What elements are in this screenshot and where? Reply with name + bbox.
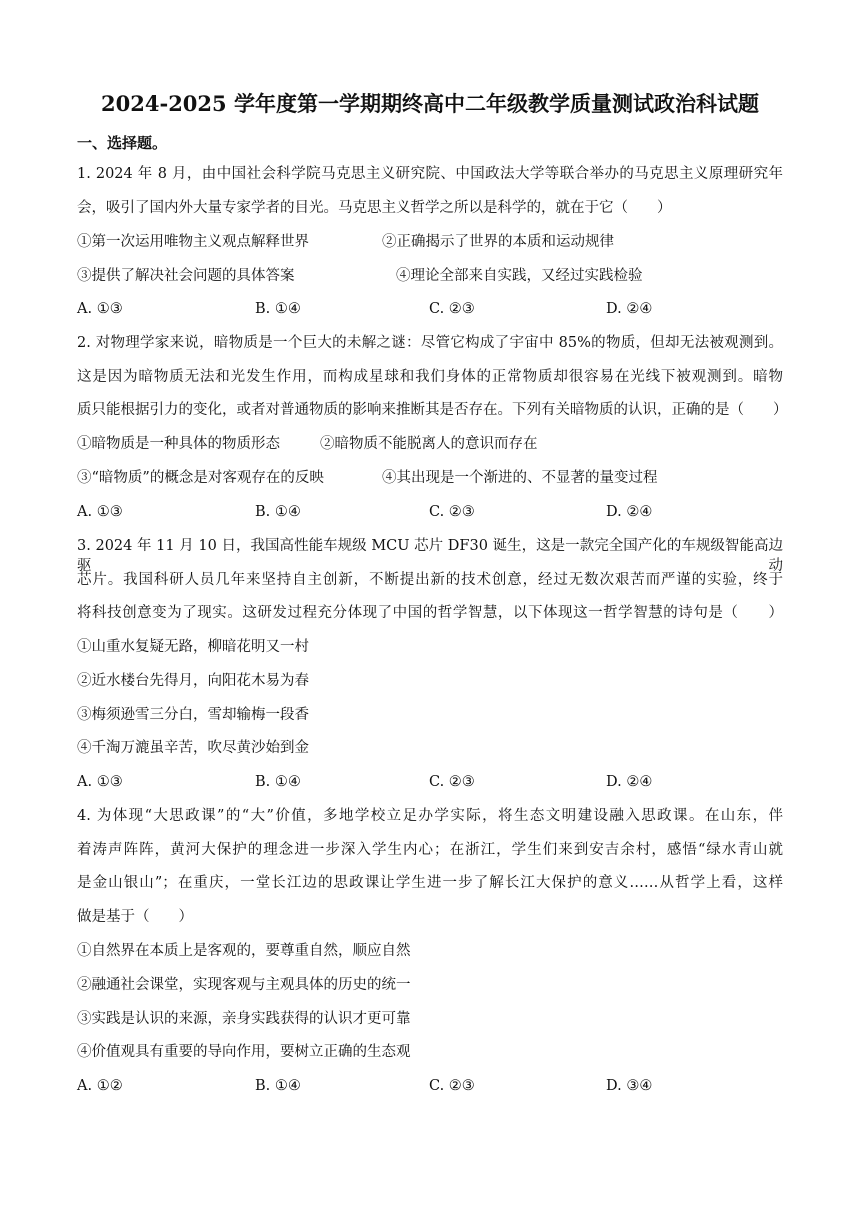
q4-stem-line-2: 着涛声阵阵，黄河大保护的理念进一步深入学生内心；在浙江，学生们来到安吉余村，感悟“绿水青山就	[77, 842, 783, 858]
q4-options	[77, 1076, 797, 1096]
q1-option-d[interactable]: D. ②④	[606, 301, 653, 317]
q4-option-c[interactable]: C. ②③	[429, 1078, 475, 1094]
q4-option-d[interactable]: D. ③④	[606, 1078, 653, 1094]
q4-option-a[interactable]: A. ①②	[77, 1078, 123, 1094]
q3-options	[77, 772, 797, 792]
q4-item-1: ①自然界在本质上是客观的，要尊重自然，顺应自然	[77, 943, 411, 959]
section-heading: 一、选择题。	[77, 134, 168, 152]
q1-stem-line-2: 会，吸引了国内外大量专家学者的目光。马克思主义哲学之所以是科学的，就在于它（ ）	[77, 200, 672, 216]
page-title: 2024-2025 学年度第一学期期终高中二年级教学质量测试政治科试题	[101, 91, 759, 116]
q3-item-3: ③梅须逊雪三分白，雪却输梅一段香	[77, 707, 309, 723]
q1-item-4: ④理论全部来自实践，又经过实践检验	[396, 268, 643, 284]
q4-item-4: ④价值观具有重要的导向作用，要树立正确的生态观	[77, 1044, 411, 1060]
q2-options	[77, 502, 797, 522]
q2-option-c[interactable]: C. ②③	[429, 504, 475, 520]
q1-option-a[interactable]: A. ①③	[77, 301, 123, 317]
q2-stem-line-1: 2. 对物理学家来说，暗物质是一个巨大的未解之谜：尽管它构成了宇宙中 85%的物质，但却无法被观测到。	[77, 335, 783, 351]
q1-options	[77, 299, 797, 319]
q2-item-4: ④其出现是一个渐进的、不显著的量变过程	[382, 470, 658, 486]
q2-stem-line-3: 质只能根据引力的变化，或者对普通物质的影响来推断其是否存在。下列有关暗物质的认识，正确的是（ ）	[77, 402, 788, 418]
q1-item-3: ③提供了解决社会问题的具体答案	[77, 268, 295, 284]
q3-option-c[interactable]: C. ②③	[429, 774, 475, 790]
q3-option-b[interactable]: B. ①④	[255, 774, 301, 790]
q3-stem-line-1: 3. 2024 年 11 月 10 日，我国高性能车规级 MCU 芯片 DF30 诞生，这是一款完全国产化的车规级智能高边驱动	[77, 538, 783, 574]
q4-option-b[interactable]: B. ①④	[255, 1078, 301, 1094]
q3-item-4: ④千淘万漉虽辛苦，吹尽黄沙始到金	[77, 740, 309, 756]
q4-stem-line-1: 4. 为体现“大思政课”的“大”价值，多地学校立足办学实际，将生态文明建设融入思政课。在山东，伴	[77, 808, 783, 824]
q2-option-a[interactable]: A. ①③	[77, 504, 123, 520]
q1-item-2: ②正确揭示了世界的本质和运动规律	[382, 234, 614, 250]
q3-stem-line-3: 将科技创意变为了现实。这研发过程充分体现了中国的哲学智慧，以下体现这一哲学智慧的诗句是（ ）	[77, 605, 783, 621]
q2-item-3: ③“暗物质”的概念是对客观存在的反映	[77, 470, 324, 486]
q2-option-d[interactable]: D. ②④	[606, 504, 653, 520]
q4-item-2: ②融通社会课堂，实现客观与主观具体的历史的统一	[77, 977, 411, 993]
q3-option-d[interactable]: D. ②④	[606, 774, 653, 790]
q3-option-a[interactable]: A. ①③	[77, 774, 123, 790]
q1-stem-line-1: 1. 2024 年 8 月，由中国社会科学院马克思主义研究院、中国政法大学等联合举办的马克思主义原理研究年	[77, 166, 783, 182]
q3-item-2: ②近水楼台先得月，向阳花木易为春	[77, 673, 309, 689]
q3-stem-line-2: 芯片。我国科研人员几年来坚持自主创新，不断提出新的技术创意，经过无数次艰苦而严谨的实验，终于	[77, 572, 783, 588]
q4-stem-line-3: 是金山银山”；在重庆，一堂长江边的思政课让学生进一步了解长江大保护的意义……从哲学上看，这样	[77, 875, 783, 891]
q3-item-1: ①山重水复疑无路，柳暗花明又一村	[77, 639, 309, 655]
q4-stem-line-4: 做是基于（ ）	[77, 909, 193, 925]
q4-item-3: ③实践是认识的来源，亲身实践获得的认识才更可靠	[77, 1011, 411, 1027]
q1-option-b[interactable]: B. ①④	[255, 301, 301, 317]
q2-stem-line-2: 这是因为暗物质无法和光发生作用，而构成星球和我们身体的正常物质却很容易在光线下被观测到。暗物	[77, 369, 783, 385]
q2-item-2: ②暗物质不能脱离人的意识而存在	[320, 436, 538, 452]
q2-item-1: ①暗物质是一种具体的物质形态	[77, 436, 280, 452]
q1-item-1: ①第一次运用唯物主义观点解释世界	[77, 234, 309, 250]
q1-option-c[interactable]: C. ②③	[429, 301, 475, 317]
q2-option-b[interactable]: B. ①④	[255, 504, 301, 520]
